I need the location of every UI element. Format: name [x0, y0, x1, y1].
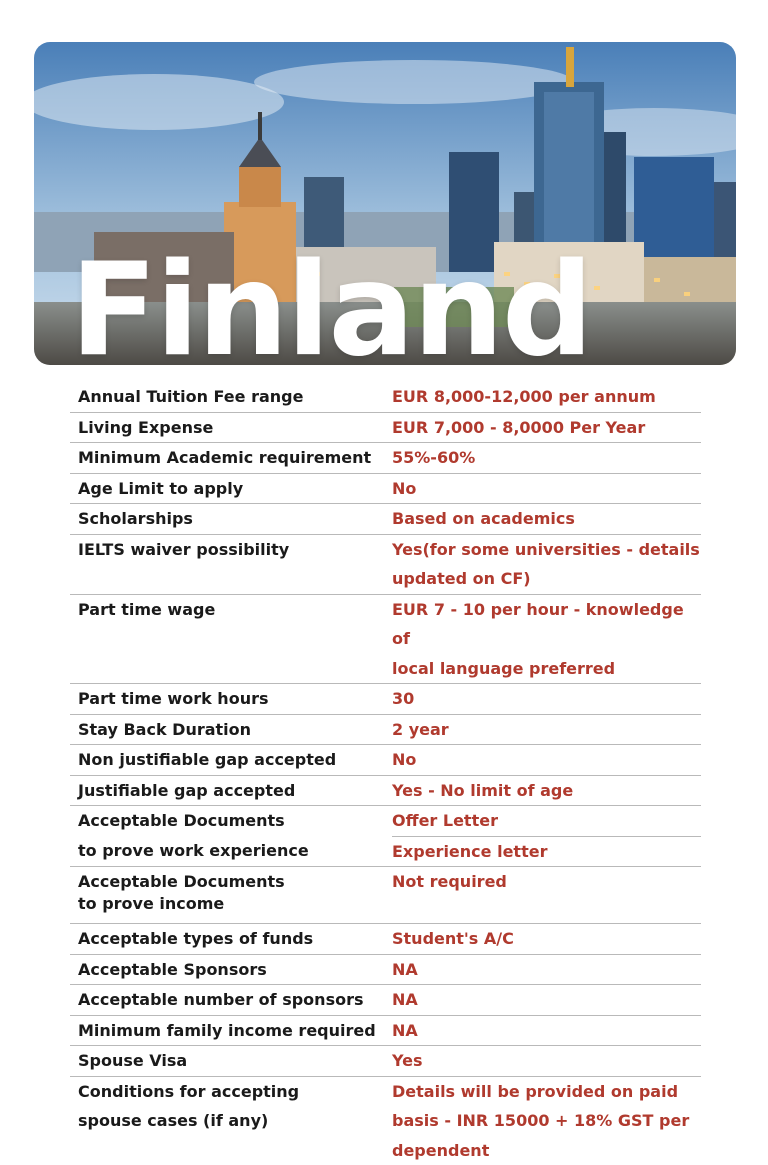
table-row — [70, 1077, 701, 1165]
row-label: Spouse Visa — [70, 1046, 392, 1076]
row-label: Justifiable gap accepted — [70, 776, 392, 806]
row-value — [392, 806, 701, 866]
table-row — [70, 806, 701, 867]
row-label: Annual Tuition Fee range — [70, 382, 392, 412]
row-label — [70, 1077, 392, 1165]
row-label: Minimum Academic requirement — [70, 443, 392, 473]
row-label-line: Acceptable Documents — [78, 871, 392, 893]
row-label — [70, 806, 392, 866]
row-value: Yes - No limit of age — [392, 776, 701, 806]
row-value: Based on academics — [392, 504, 701, 534]
row-value: 30 — [392, 684, 701, 714]
table-row — [70, 985, 701, 1016]
table-row — [70, 413, 701, 444]
row-value: 2 year — [392, 715, 701, 745]
row-label-line: Conditions for accepting — [78, 1077, 392, 1107]
row-label: Living Expense — [70, 413, 392, 443]
row-label: Acceptable types of funds — [70, 924, 392, 954]
table-row — [70, 924, 701, 955]
page-title: Finland — [70, 247, 591, 375]
row-label-line: to prove income — [78, 893, 392, 915]
row-value: Student's A/C — [392, 924, 701, 954]
row-label: Acceptable Sponsors — [70, 955, 392, 985]
row-label — [70, 871, 392, 915]
row-value: 55%-60% — [392, 443, 701, 473]
row-value: No — [392, 474, 701, 504]
row-value — [392, 595, 701, 684]
table-row — [70, 443, 701, 474]
row-value-line: EUR 7 - 10 per hour - knowledge of — [392, 595, 701, 654]
table-row — [70, 595, 701, 685]
row-value-line: updated on CF) — [392, 564, 701, 594]
row-value: NA — [392, 955, 701, 985]
table-row — [70, 535, 701, 595]
table-row — [70, 382, 701, 413]
table-row — [70, 684, 701, 715]
table-row — [70, 776, 701, 807]
table-row — [70, 504, 701, 535]
row-label: Part time work hours — [70, 684, 392, 714]
table-row — [70, 955, 701, 986]
row-value — [392, 535, 701, 594]
table-row — [70, 474, 701, 505]
table-row — [70, 1016, 701, 1047]
row-label-line: to prove work experience — [78, 836, 392, 866]
row-label: Non justifiable gap accepted — [70, 745, 392, 775]
row-value-line: Experience letter — [392, 837, 701, 867]
row-label: Part time wage — [70, 595, 392, 684]
row-value-line: Details will be provided on paid — [392, 1077, 701, 1107]
row-value: Yes — [392, 1046, 701, 1076]
row-label: Scholarships — [70, 504, 392, 534]
row-value-line: local language preferred — [392, 654, 701, 684]
row-label: Minimum family income required — [70, 1016, 392, 1046]
row-label: IELTS waiver possibility — [70, 535, 392, 594]
row-value: NA — [392, 985, 701, 1015]
row-value: EUR 8,000-12,000 per annum — [392, 382, 701, 412]
table-row — [70, 745, 701, 776]
row-value: No — [392, 745, 701, 775]
facts-table — [70, 382, 701, 1165]
row-value-line: dependent — [392, 1136, 701, 1165]
row-value: Not required — [392, 871, 701, 915]
row-value-line: Offer Letter — [392, 806, 701, 837]
table-row — [70, 1046, 701, 1077]
table-row — [70, 715, 701, 746]
row-value-line: basis - INR 15000 + 18% GST per — [392, 1106, 701, 1136]
row-label: Stay Back Duration — [70, 715, 392, 745]
row-label-line: spouse cases (if any) — [78, 1106, 392, 1136]
row-value — [392, 1077, 701, 1165]
row-label: Acceptable number of sponsors — [70, 985, 392, 1015]
row-value-line: Yes(for some universities - details — [392, 535, 701, 565]
row-value: EUR 7,000 - 8,0000 Per Year — [392, 413, 701, 443]
row-value: NA — [392, 1016, 701, 1046]
row-label-line: Acceptable Documents — [78, 806, 392, 836]
row-label: Age Limit to apply — [70, 474, 392, 504]
table-row — [70, 867, 701, 924]
